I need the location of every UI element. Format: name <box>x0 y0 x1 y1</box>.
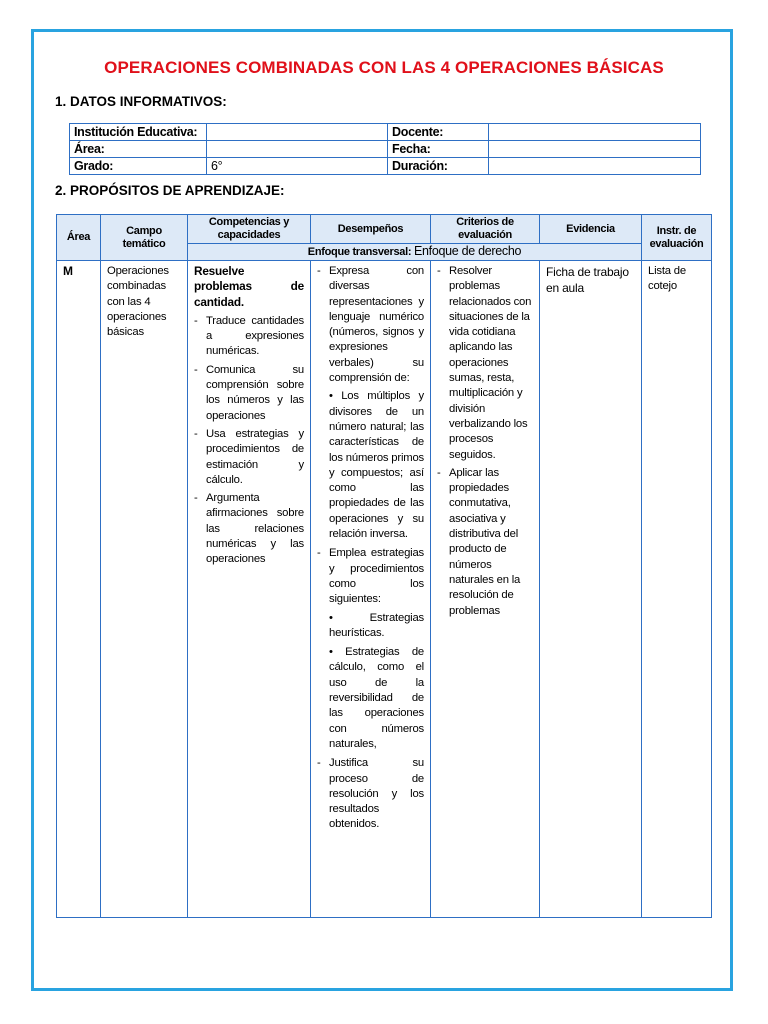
area-label: Área: <box>70 141 207 158</box>
info-row <box>70 124 701 141</box>
document-title: OPERACIONES COMBINADAS CON LAS 4 OPERACIONES BÁSICAS <box>104 58 664 77</box>
criterios-list <box>437 264 533 619</box>
list-item: - Comunica su comprensión sobre los números y las operaciones <box>194 363 304 424</box>
desempenos-cell <box>311 261 431 918</box>
propositos-table <box>56 214 712 918</box>
area-code: M <box>63 264 73 278</box>
enfoque-value: Enfoque de derecho <box>413 244 522 258</box>
institucion-value[interactable] <box>207 124 388 141</box>
header-instr: Instr. de evaluación <box>642 215 712 261</box>
desempeno-bullet: • Los múltiplos y divisores de un número natural; las características de los números primos y compuestos; así como las propiedades de las operaciones y su relación inversa. <box>329 390 424 541</box>
fecha-value[interactable] <box>489 141 701 158</box>
area-cell <box>57 261 101 918</box>
header-criterios: Criterios de evaluación <box>431 215 540 244</box>
competencias-cell <box>188 261 311 918</box>
header-row <box>57 215 712 244</box>
instr-cell: Lista de cotejo <box>642 261 712 918</box>
desempenos-list <box>317 264 424 833</box>
area-value[interactable] <box>207 141 388 158</box>
header-competencias: Competencias y capacidades <box>188 215 311 244</box>
duracion-value[interactable] <box>489 158 701 175</box>
list-item: - Resolver problemas relacionados con situaciones de la vida cotidiana aplicando las operaciones sumas, resta, multiplicación y división verbalizando los procesos seguidos. <box>437 264 533 463</box>
info-row <box>70 158 701 175</box>
table-row <box>57 261 712 918</box>
info-table <box>69 123 701 175</box>
header-desempenos: Desempeños <box>311 215 431 244</box>
evidencia-cell: Ficha de trabajo en aula <box>540 261 642 918</box>
header-campo: Campo temático <box>101 215 188 261</box>
criterios-cell <box>431 261 540 918</box>
header-area: Área <box>57 215 101 261</box>
list-item: - Aplicar las propiedades conmutativa, asociativa y distributiva del producto de números naturales en la resolución de problemas <box>437 466 533 619</box>
capacidades-list <box>194 314 304 568</box>
info-row <box>70 141 701 158</box>
section-datos-informativos: 1. DATOS INFORMATIVOS: <box>55 94 227 109</box>
header-evidencia: Evidencia <box>540 215 642 244</box>
enfoque-label: Enfoque transversal: <box>307 246 412 258</box>
fecha-label: Fecha: <box>388 141 489 158</box>
desempeno-text: - Emplea estrategias y procedimientos como los siguientes: <box>329 547 424 606</box>
desempeno-text: - Expresa con diversas representaciones y lenguaje numérico (números, signos y expresiones verbales) su comprensión de: <box>329 265 424 385</box>
list-item: - Argumenta afirmaciones sobre las relaciones numéricas y las operaciones <box>194 491 304 567</box>
campo-cell: Operaciones combinadas con las 4 operaciones básicas <box>101 261 188 918</box>
desempeno-bullet: • Estrategias heurísticas. <box>329 611 424 639</box>
institucion-label: Institución Educativa: <box>70 124 207 141</box>
grado-value[interactable]: 6° <box>207 158 388 175</box>
competencia-title: Resuelve problemas de cantidad. <box>194 264 304 309</box>
docente-value[interactable] <box>489 124 701 141</box>
list-item: - Traduce cantidades a expresiones numéricas. <box>194 314 304 360</box>
section-propositos: 2. PROPÓSITOS DE APRENDIZAJE: <box>55 183 285 198</box>
list-item: - Usa estrategias y procedimientos de estimación y cálculo. <box>194 427 304 488</box>
list-item <box>317 546 424 752</box>
enfoque-transversal <box>188 244 642 261</box>
desempeno-bullet: • Estrategias de cálculo, como el uso de la reversibilidad de las operaciones con números naturales, <box>329 646 424 750</box>
docente-label: Docente: <box>388 124 489 141</box>
grado-label: Grado: <box>70 158 207 175</box>
duracion-label: Duración: <box>388 158 489 175</box>
list-item <box>317 264 424 542</box>
list-item: - Justifica su proceso de resolución y los resultados obtenidos. <box>317 756 424 832</box>
